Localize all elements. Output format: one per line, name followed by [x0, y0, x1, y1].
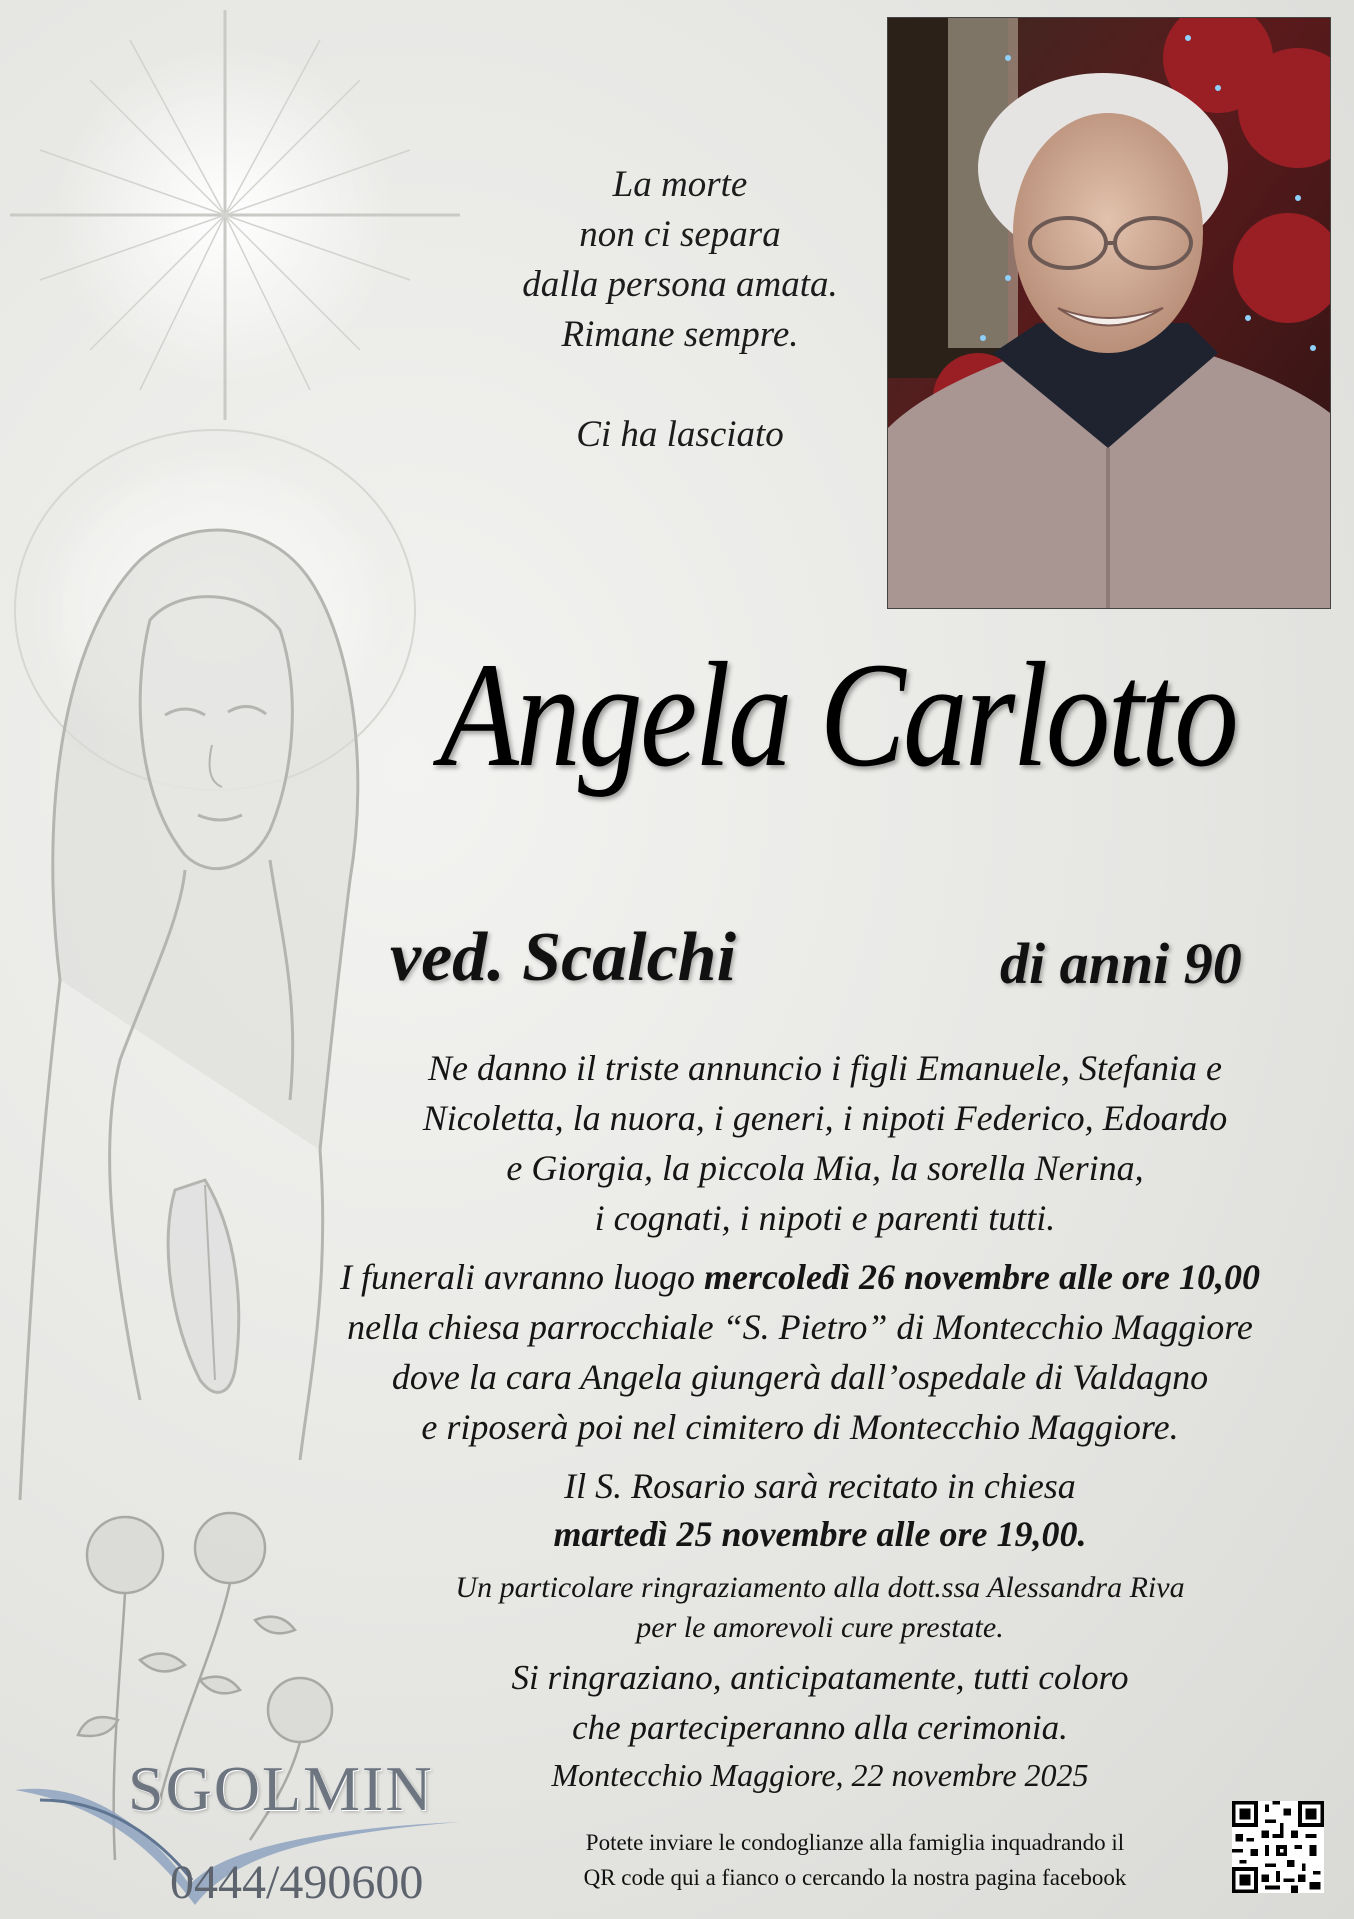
agency-name: SGOLMIN — [128, 1753, 434, 1824]
memorial-quote — [470, 160, 890, 460]
passed-away-label: Ci ha lasciato — [576, 414, 784, 455]
rosary-details — [400, 1462, 1240, 1558]
portrait-image — [888, 18, 1330, 608]
portrait-photo — [887, 17, 1331, 609]
announcement-text — [350, 1043, 1300, 1243]
rosary-datetime — [400, 1510, 1240, 1558]
rosary-line: Il S. Rosario sarà recitato in chiesa — [564, 1466, 1076, 1506]
rosary-datetime-text: martedì 25 novembre alle ore 19,00. — [553, 1514, 1087, 1554]
age-label: di anni 90 — [1000, 931, 1242, 996]
funeral-line-prefix: I funerali avranno luogo — [340, 1257, 705, 1297]
funeral-details — [255, 1252, 1345, 1452]
general-thanks — [400, 1653, 1240, 1753]
agency-phone: 0444/490600 — [170, 1856, 424, 1909]
quote-line: dalla persona amata. — [522, 264, 838, 305]
funeral-datetime: mercoledì 26 novembre alle ore 10,00 — [704, 1257, 1260, 1297]
funeral-line — [255, 1252, 1345, 1302]
thanks-line: Si ringraziano, anticipatamente, tutti coloro — [511, 1658, 1129, 1697]
special-thanks — [370, 1568, 1270, 1648]
announcement-line: Ne danno il triste annuncio i figli Emanuele, Stefania e — [428, 1048, 1222, 1088]
quote-line: Rimane sempre. — [561, 314, 799, 355]
funeral-line: e riposerà poi nel cimitero di Montecchio Maggiore. — [421, 1407, 1179, 1447]
funeral-line: nella chiesa parrocchiale “S. Pietro” di Montecchio Maggiore — [347, 1307, 1253, 1347]
widow-of-label: ved. Scalchi — [390, 919, 737, 996]
star-cross-icon — [10, 10, 460, 420]
announcement-line: Nicoletta, la nuora, i generi, i nipoti Federico, Edoardo — [422, 1098, 1228, 1138]
condolences-info — [505, 1825, 1205, 1895]
thanks-line: Un particolare ringraziamento alla dott.ssa Alessandra Riva — [455, 1571, 1185, 1604]
thanks-line: per le amorevoli cure prestate. — [636, 1611, 1004, 1644]
announcement-line: i cognati, i nipoti e parenti tutti. — [594, 1198, 1056, 1238]
condolences-line: Potete inviare le condoglianze alla famiglia inquadrando il — [585, 1830, 1125, 1855]
condolences-line: QR code qui a fianco o cercando la nostra pagina facebook — [583, 1865, 1127, 1890]
quote-line: La morte — [612, 164, 748, 205]
deceased-name: Angela Carlotto — [440, 632, 1237, 798]
qr-code-icon[interactable] — [1232, 1801, 1324, 1893]
announcement-line: e Giorgia, la piccola Mia, la sorella Nerina, — [506, 1148, 1144, 1188]
thanks-line: che parteciperanno alla cerimonia. — [572, 1708, 1068, 1747]
place-and-date: Montecchio Maggiore, 22 novembre 2025 — [551, 1757, 1089, 1793]
funeral-line: dove la cara Angela giungerà dall’ospedale di Valdagno — [391, 1357, 1209, 1397]
quote-line: non ci separa — [579, 214, 781, 255]
